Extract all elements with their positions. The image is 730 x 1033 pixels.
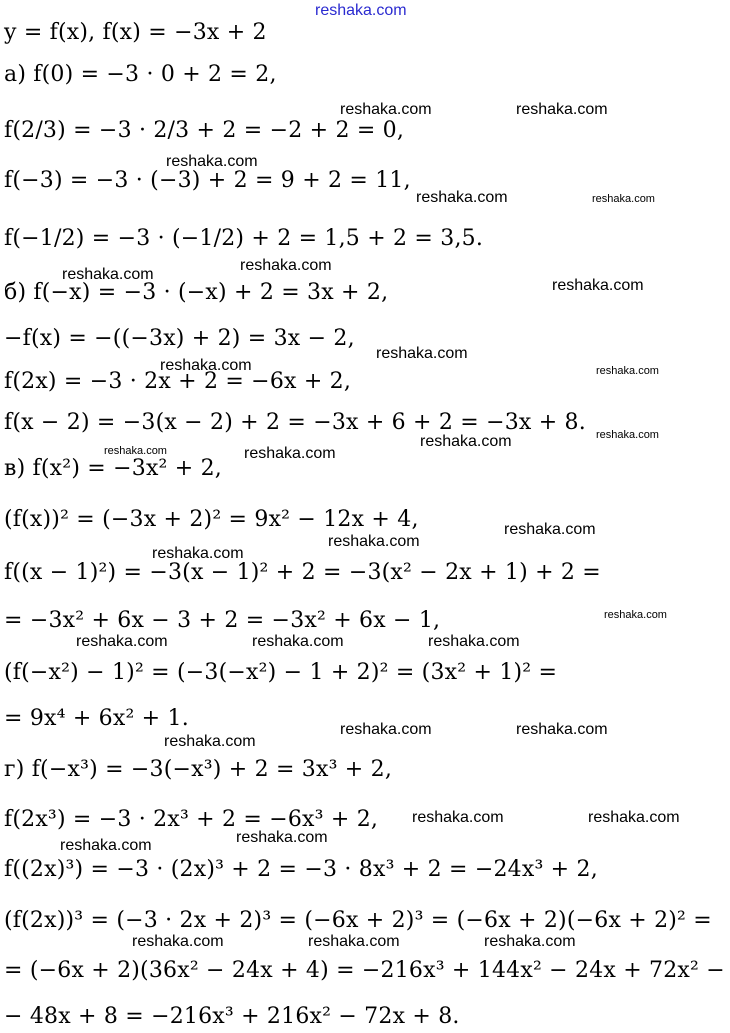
watermark: reshaka.com	[166, 153, 258, 170]
solution-line-7: −f(x) = −((−3x) + 2) = 3x − 2,	[4, 326, 355, 351]
watermark: reshaka.com	[104, 445, 167, 457]
solution-line-14: (f(−x²) − 1)² = (−3(−x²) − 1 + 2)² = (3x² + 1)² =	[4, 660, 558, 685]
watermark: reshaka.com	[416, 189, 508, 206]
watermark-top: reshaka.com	[315, 2, 407, 19]
watermark: reshaka.com	[376, 345, 468, 362]
watermark: reshaka.com	[604, 609, 667, 621]
watermark: reshaka.com	[592, 193, 655, 205]
watermark: reshaka.com	[62, 266, 154, 283]
solution-line-9: f(x − 2) = −3(x − 2) + 2 = −3x + 6 + 2 = −3x + 8.	[4, 410, 586, 435]
solution-line-16: г) f(−x³) = −3(−x³) + 2 = 3x³ + 2,	[4, 757, 393, 782]
watermark: reshaka.com	[328, 533, 420, 550]
solution-line-21: − 48x + 8 = −216x³ + 216x² − 72x + 8.	[4, 1004, 460, 1029]
watermark: reshaka.com	[516, 101, 608, 118]
watermark: reshaka.com	[596, 429, 659, 441]
watermark: reshaka.com	[240, 257, 332, 274]
watermark: reshaka.com	[552, 277, 644, 294]
solution-line-20: = (−6x + 2)(36x² − 24x + 4) = −216x³ + 144x² − 24x + 72x² −	[4, 958, 725, 983]
watermark: reshaka.com	[420, 433, 512, 450]
watermark: reshaka.com	[340, 721, 432, 738]
solution-line-4: f(−3) = −3 · (−3) + 2 = 9 + 2 = 11,	[4, 168, 411, 193]
watermark: reshaka.com	[504, 521, 596, 538]
watermark: reshaka.com	[164, 733, 256, 750]
solution-line-13: = −3x² + 6x − 3 + 2 = −3x² + 6x − 1,	[4, 608, 441, 633]
solution-line-10: в) f(x²) = −3x² + 2,	[4, 456, 222, 481]
watermark: reshaka.com	[76, 633, 168, 650]
watermark: reshaka.com	[252, 633, 344, 650]
watermark: reshaka.com	[588, 809, 680, 826]
solution-line-6: б) f(−x) = −3 · (−x) + 2 = 3x + 2,	[4, 280, 389, 305]
solution-line-11: (f(x))² = (−3x + 2)² = 9x² − 12x + 4,	[4, 507, 419, 532]
solution-line-17: f(2x³) = −3 · 2x³ + 2 = −6x³ + 2,	[4, 807, 379, 832]
watermark: reshaka.com	[160, 357, 252, 374]
solution-line-18: f((2x)³) = −3 · (2x)³ + 2 = −3 · 8x³ + 2 = −24x³ + 2,	[4, 857, 598, 882]
solution-line-12: f((x − 1)²) = −3(x − 1)² + 2 = −3(x² − 2x + 1) + 2 =	[4, 560, 601, 585]
watermark: reshaka.com	[340, 101, 432, 118]
solution-line-3: f(2/3) = −3 · 2/3 + 2 = −2 + 2 = 0,	[4, 118, 405, 143]
solution-line-19: (f(2x))³ = (−3 · 2x + 2)³ = (−6x + 2)³ = (−6x + 2)(−6x + 2)² =	[4, 908, 712, 933]
watermark: reshaka.com	[428, 633, 520, 650]
solution-line-1: y = f(x), f(x) = −3x + 2	[4, 20, 267, 45]
watermark: reshaka.com	[516, 721, 608, 738]
solution-line-2: а) f(0) = −3 · 0 + 2 = 2,	[4, 62, 277, 87]
watermark: reshaka.com	[236, 829, 328, 846]
watermark: reshaka.com	[132, 933, 224, 950]
solution-line-15: = 9x⁴ + 6x² + 1.	[4, 706, 189, 731]
solution-line-8: f(2x) = −3 · 2x + 2 = −6x + 2,	[4, 369, 352, 394]
watermark: reshaka.com	[596, 365, 659, 377]
watermark: reshaka.com	[308, 933, 400, 950]
watermark: reshaka.com	[152, 545, 244, 562]
watermark: reshaka.com	[244, 445, 336, 462]
watermark: reshaka.com	[484, 933, 576, 950]
solution-line-5: f(−1/2) = −3 · (−1/2) + 2 = 1,5 + 2 = 3,5.	[4, 226, 484, 251]
watermark: reshaka.com	[60, 837, 152, 854]
watermark: reshaka.com	[412, 809, 504, 826]
